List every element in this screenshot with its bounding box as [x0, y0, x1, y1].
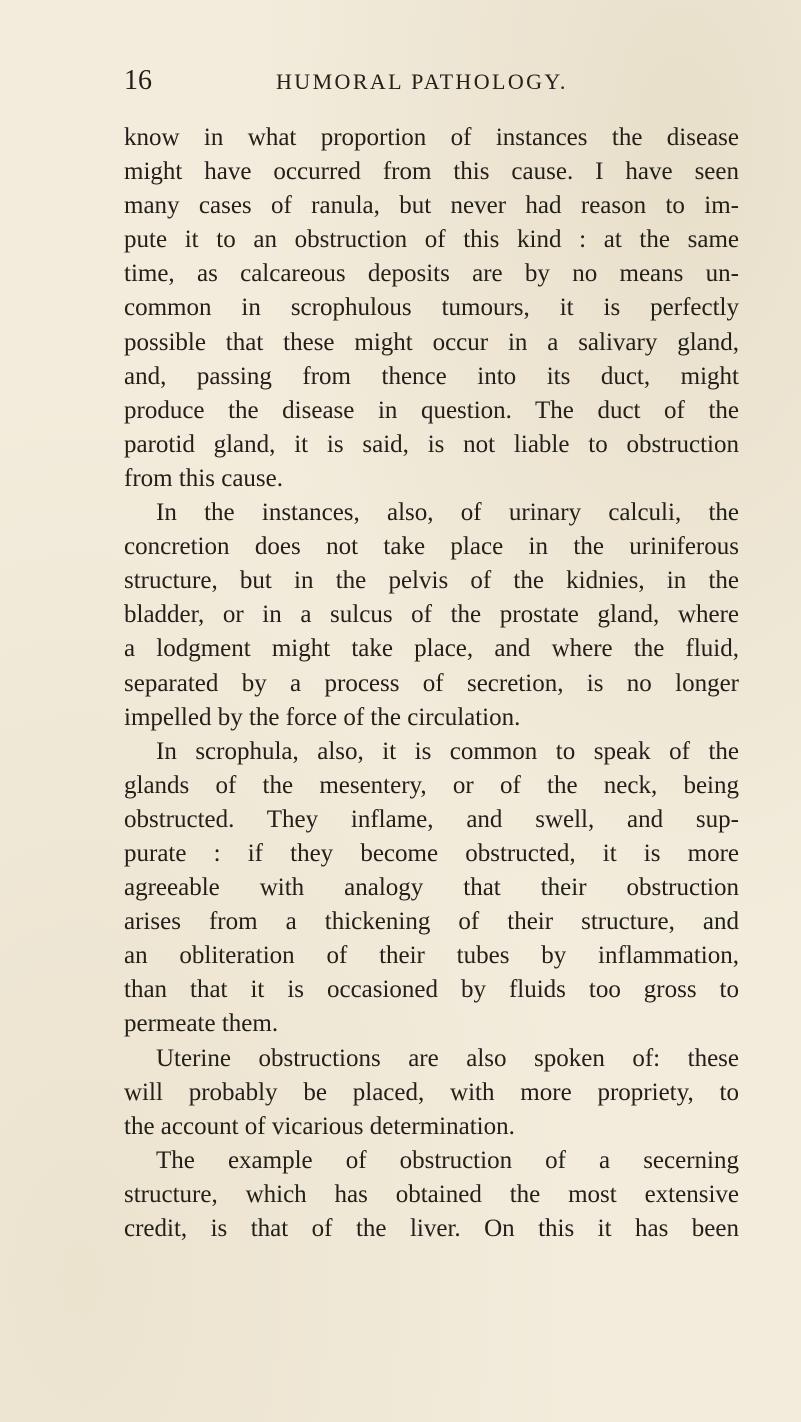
text-line: credit, is that of the liver. On this it has been [124, 1215, 739, 1242]
text-line: glands of the mesentery, or of the neck, being [124, 771, 739, 799]
text-line: Uterine obstructions are also spoken of: these [156, 1044, 739, 1072]
page-number: 16 [124, 65, 152, 96]
text-line: bladder, or in a sulcus of the prostate gland, where [124, 601, 739, 629]
text-line: obstructed. They inflame, and swell, and sup- [124, 805, 739, 833]
text-line: agreeable with analogy that their obstruction [124, 874, 739, 902]
text-line: than that it is occasioned by fluids too gross to [124, 976, 739, 1004]
running-title: HUMORAL PATHOLOGY. [276, 69, 568, 94]
text-line: time, as calcareous deposits are by no means un- [124, 260, 739, 288]
text-line: from this cause. [124, 464, 283, 492]
text-line: parotid gland, it is said, is not liable to obstruction [124, 430, 739, 458]
text-line: In the instances, also, of urinary calculi, the [156, 499, 739, 527]
text-line: might have occurred from this cause. I have seen [124, 158, 739, 186]
text-line: purate : if they become obstructed, it is more [124, 839, 739, 867]
text-line: structure, but in the pelvis of the kidnies, in the [124, 567, 739, 595]
text-line: permeate them. [124, 1010, 279, 1038]
text-line: the account of vicarious determination. [124, 1112, 515, 1140]
text-line: many cases of ranula, but never had reason to im- [124, 192, 739, 220]
text-line: concretion does not take place in the uriniferous [124, 533, 739, 561]
text-line: structure, which has obtained the most extensive [124, 1180, 739, 1208]
text-line: will probably be placed, with more propriety, to [124, 1078, 739, 1106]
running-head [124, 66, 744, 96]
text-line: and, passing from thence into its duct, might [124, 362, 739, 390]
text-line: produce the disease in question. The duct of the [124, 396, 739, 424]
text-line: separated by a process of secretion, is no longer [124, 669, 739, 697]
text-line: possible that these might occur in a salivary gland, [124, 328, 739, 356]
text-line: an obliteration of their tubes by inflammation, [124, 942, 739, 970]
text-line: impelled by the force of the circulation. [124, 703, 521, 731]
text-line: common in scrophulous tumours, it is perfectly [124, 294, 739, 322]
text-line: In scrophula, also, it is common to speak of the [156, 737, 739, 765]
text-line: a lodgment might take place, and where the fluid, [124, 635, 739, 663]
text-line: know in what proportion of instances the disease [124, 124, 739, 151]
text-line: pute it to an obstruction of this kind : at the same [124, 226, 739, 254]
body-text [124, 121, 739, 1246]
text-line: arises from a thickening of their structure, and [124, 908, 739, 936]
text-line: The example of obstruction of a secerning [156, 1146, 739, 1174]
